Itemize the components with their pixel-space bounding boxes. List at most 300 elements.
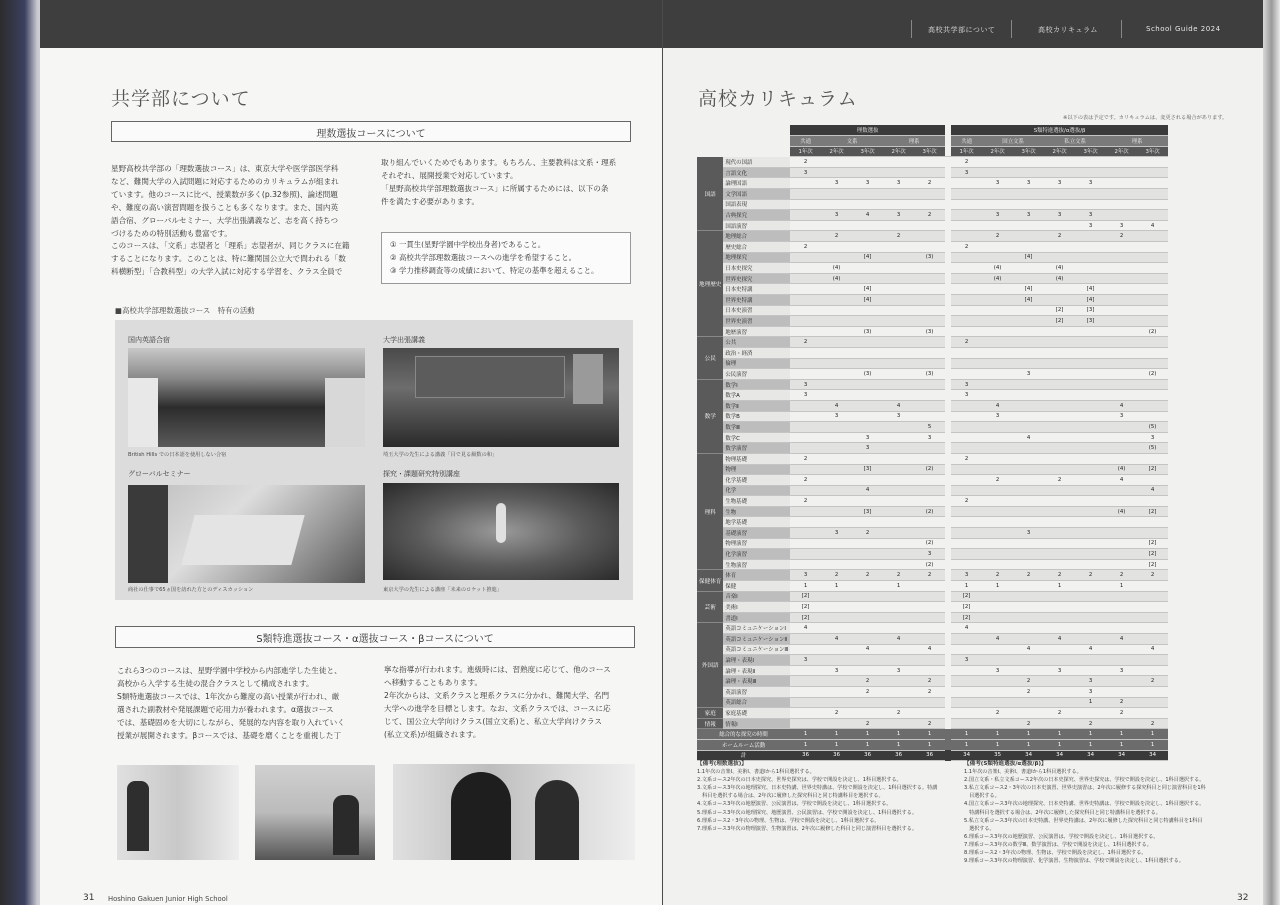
credit-cell: [3] <box>1075 305 1106 316</box>
credit-cell <box>883 295 914 306</box>
credit-cell <box>821 316 852 327</box>
subject-group: 公民 <box>697 337 723 379</box>
credit-cell <box>951 210 982 221</box>
credit-cell <box>852 655 883 666</box>
credit-cell <box>1106 718 1137 729</box>
credit-cell: 1 <box>1044 729 1075 740</box>
course-text-col1 <box>117 665 372 742</box>
curriculum-row <box>697 189 1168 200</box>
credit-cell: 1 <box>951 729 982 740</box>
subject-name: 数学A <box>723 390 790 401</box>
credit-cell <box>790 220 821 231</box>
credit-cell <box>1137 665 1168 676</box>
credit-cell <box>1137 157 1168 168</box>
credit-cell <box>790 347 821 358</box>
credit-cell: 1 <box>982 739 1013 750</box>
remark-line: 4.文系コース3年次の地歴演習、公民演習は、学校で開設を決定し、1科目選択する。 <box>697 801 892 808</box>
credit-cell <box>883 273 914 284</box>
credit-cell <box>821 379 852 390</box>
credit-cell <box>1106 602 1137 613</box>
credit-cell <box>914 475 945 486</box>
credit-cell <box>951 708 982 719</box>
credit-cell <box>1075 337 1106 348</box>
credit-cell <box>821 549 852 560</box>
credit-cell: 3 <box>1106 665 1137 676</box>
credit-cell <box>883 252 914 263</box>
credit-cell <box>852 496 883 507</box>
credit-cell <box>951 400 982 411</box>
credit-cell <box>1075 242 1106 253</box>
year-header: 3年次 <box>1075 146 1106 157</box>
credit-cell: 3 <box>951 167 982 178</box>
subject-name: 英語コミュニケーションⅡ <box>723 634 790 645</box>
credit-cell <box>852 602 883 613</box>
credit-cell <box>790 644 821 655</box>
credit-cell: (3) <box>914 252 945 263</box>
credit-cell: [2] <box>1044 305 1075 316</box>
credit-cell <box>1106 686 1137 697</box>
curriculum-row <box>697 517 1168 528</box>
text-line: など、難関大学の入試問題に対応するためのカリキュラムが組まれ <box>111 176 339 186</box>
curriculum-row <box>697 453 1168 464</box>
credit-cell <box>982 347 1013 358</box>
credit-cell <box>852 581 883 592</box>
text-line: S類特進選抜コースでは、1年次から難度の高い授業が行われ、厳 <box>117 691 340 701</box>
credit-cell <box>1013 411 1044 422</box>
credit-cell: [2] <box>951 591 982 602</box>
credit-cell <box>1106 210 1137 221</box>
credit-cell <box>1075 422 1106 433</box>
credit-cell <box>1075 496 1106 507</box>
photo-classroom-2 <box>255 765 375 860</box>
credit-cell <box>790 464 821 475</box>
curriculum-row <box>697 199 1168 210</box>
credit-cell: 2 <box>951 337 982 348</box>
credit-cell <box>951 273 982 284</box>
credit-cell <box>1044 443 1075 454</box>
credit-cell <box>821 538 852 549</box>
credit-cell: 2 <box>1137 676 1168 687</box>
credit-cell <box>852 305 883 316</box>
credit-cell <box>790 178 821 189</box>
credit-cell <box>1137 379 1168 390</box>
curriculum-row <box>697 485 1168 496</box>
credit-cell <box>951 528 982 539</box>
credit-cell <box>821 559 852 570</box>
credit-cell <box>1075 634 1106 645</box>
credit-cell <box>1075 517 1106 528</box>
credit-cell <box>1044 411 1075 422</box>
credit-cell <box>852 623 883 634</box>
credit-cell: 3 <box>914 432 945 443</box>
credit-cell <box>982 453 1013 464</box>
credit-cell: [2] <box>1137 549 1168 560</box>
credit-cell: [4] <box>852 295 883 306</box>
credit-cell: [3] <box>852 464 883 475</box>
curriculum-row <box>697 390 1168 401</box>
credit-cell <box>1044 676 1075 687</box>
credit-cell <box>914 263 945 274</box>
credit-cell <box>914 612 945 623</box>
year-header: 3年次 <box>1137 146 1168 157</box>
credit-cell <box>1106 612 1137 623</box>
credit-cell <box>982 422 1013 433</box>
group-a-bunkei: 文系 <box>821 136 883 147</box>
credit-cell: 34 <box>1106 750 1137 761</box>
credit-cell <box>883 379 914 390</box>
credit-cell: 3 <box>790 390 821 401</box>
curriculum-row <box>697 570 1168 581</box>
credit-cell: 4 <box>852 485 883 496</box>
page-number-right: 32 <box>1237 893 1249 903</box>
subject-group: 国語 <box>697 157 723 231</box>
credit-cell <box>1106 623 1137 634</box>
credit-cell <box>883 475 914 486</box>
subject-name: 生物 <box>723 506 790 517</box>
credit-cell <box>1075 263 1106 274</box>
subject-name: 物理基礎 <box>723 453 790 464</box>
credit-cell <box>914 453 945 464</box>
credit-cell <box>790 263 821 274</box>
credit-cell <box>821 432 852 443</box>
credit-cell <box>1075 358 1106 369</box>
credit-cell <box>982 167 1013 178</box>
credit-cell <box>1044 157 1075 168</box>
credit-cell <box>951 538 982 549</box>
subject-name: 文学国語 <box>723 189 790 200</box>
credit-cell <box>1137 337 1168 348</box>
credit-cell <box>951 697 982 708</box>
credit-cell <box>1137 634 1168 645</box>
curriculum-row <box>697 347 1168 358</box>
credit-cell <box>883 337 914 348</box>
credit-cell <box>1137 655 1168 666</box>
credit-cell <box>883 686 914 697</box>
text-line: づけるための特別活動も豊富です。 <box>111 228 232 238</box>
text-line: へ移動することもあります。 <box>384 677 483 687</box>
credit-cell: 1 <box>1137 739 1168 750</box>
credit-cell <box>1075 559 1106 570</box>
credit-cell <box>951 305 982 316</box>
credit-cell <box>790 665 821 676</box>
credit-cell <box>1044 697 1075 708</box>
row-label: 計 <box>697 750 790 761</box>
credit-cell <box>790 411 821 422</box>
credit-cell <box>883 697 914 708</box>
credit-cell: 2 <box>951 242 982 253</box>
credit-cell: 2 <box>1044 708 1075 719</box>
caption-research: 東京大学の先生による講座「未来のロケット推進」 <box>383 587 503 593</box>
credit-cell <box>1106 676 1137 687</box>
credit-cell <box>790 284 821 295</box>
curriculum-row <box>697 305 1168 316</box>
credit-cell: 3 <box>951 379 982 390</box>
credit-cell <box>1044 549 1075 560</box>
subject-name: 物理演習 <box>723 538 790 549</box>
photo-title-global-seminar: グローバルセミナー <box>128 470 191 478</box>
credit-cell <box>883 676 914 687</box>
credit-cell <box>1075 199 1106 210</box>
credit-cell: 3 <box>883 411 914 422</box>
subject-name: 日本史探究 <box>723 263 790 274</box>
credit-cell <box>982 379 1013 390</box>
credit-cell: 3 <box>1137 432 1168 443</box>
credit-cell <box>1044 485 1075 496</box>
credit-cell <box>790 697 821 708</box>
credit-cell: 1 <box>1106 739 1137 750</box>
credit-cell <box>951 326 982 337</box>
credit-cell: 3 <box>1013 210 1044 221</box>
credit-cell: 2 <box>914 178 945 189</box>
text-line: 語合宿、グローバルセミナー、大学出張講義など、志を高く持ちつ <box>111 215 339 225</box>
credit-cell <box>852 220 883 231</box>
credit-cell <box>883 347 914 358</box>
credit-cell <box>1137 475 1168 486</box>
credit-cell <box>1013 422 1044 433</box>
credit-cell <box>1044 591 1075 602</box>
text-line: 2年次からは、文系クラスと理系クラスに分かれ、難関大学、名門 <box>384 690 610 700</box>
credit-cell: 1 <box>951 739 982 750</box>
credit-cell <box>1137 242 1168 253</box>
curriculum-row <box>697 686 1168 697</box>
year-header: 2年次 <box>821 146 852 157</box>
credit-cell <box>1044 422 1075 433</box>
remarks-title: 【備考(理数選抜)】 <box>697 761 747 767</box>
credit-cell: 2 <box>821 708 852 719</box>
curriculum-row <box>697 432 1168 443</box>
group-a-common: 共通 <box>790 136 821 147</box>
credit-cell: 1 <box>821 739 852 750</box>
credit-cell <box>982 686 1013 697</box>
subject-name: 世界史特講 <box>723 295 790 306</box>
credit-cell <box>982 496 1013 507</box>
group-a-rikei: 理系 <box>883 136 945 147</box>
subject-name: 数学C <box>723 432 790 443</box>
credit-cell <box>914 517 945 528</box>
subject-name: 生物演習 <box>723 559 790 570</box>
credit-cell <box>951 432 982 443</box>
text-line: 科横断型」「合教科型」の大学入試に対応する学習を、クラス全員で <box>111 267 343 277</box>
credit-cell <box>821 337 852 348</box>
remarks-riSu <box>697 760 962 833</box>
credit-cell <box>914 390 945 401</box>
credit-cell <box>914 189 945 200</box>
subject-group: 外国語 <box>697 623 723 708</box>
curriculum-note: ※以下の表は予定です。カリキュラムは、変更される場合があります。 <box>1063 115 1228 121</box>
credit-cell <box>982 528 1013 539</box>
credit-cell <box>1075 379 1106 390</box>
credit-cell <box>1013 623 1044 634</box>
credit-cell <box>1075 390 1106 401</box>
credit-cell <box>1044 496 1075 507</box>
credit-cell: 34 <box>1137 750 1168 761</box>
remark-line: 7.理系コース3年次の数学Ⅲ、数学演習は、学校で開設を決定し、1科目選択する。 <box>964 841 1152 848</box>
credit-cell <box>821 676 852 687</box>
credit-cell <box>1044 369 1075 380</box>
credit-cell <box>982 369 1013 380</box>
subject-name: 論理国語 <box>723 178 790 189</box>
credit-cell: 3 <box>1075 676 1106 687</box>
remark-line: 5.理系コース3年次の地理探究、地歴演習、公民演習は、学校で開設を決定し、1科目選択する。 <box>697 809 917 816</box>
credit-cell <box>1013 390 1044 401</box>
credit-cell: 1 <box>883 581 914 592</box>
credit-cell <box>1075 326 1106 337</box>
credit-cell: 1 <box>790 739 821 750</box>
credit-cell: (5) <box>1137 422 1168 433</box>
credit-cell <box>852 697 883 708</box>
credit-cell <box>1137 284 1168 295</box>
credit-cell: 4 <box>1106 400 1137 411</box>
curriculum-row <box>697 400 1168 411</box>
credit-cell: (4) <box>821 263 852 274</box>
credit-cell: [2] <box>951 602 982 613</box>
credit-cell <box>790 517 821 528</box>
year-header: 2年次 <box>883 146 914 157</box>
credit-cell <box>1013 612 1044 623</box>
credit-cell <box>1013 167 1044 178</box>
right-page-edge <box>1263 0 1280 905</box>
photo-university-lecture <box>383 348 619 447</box>
credit-cell <box>790 443 821 454</box>
credit-cell: [4] <box>1013 284 1044 295</box>
photo-english-camp <box>128 348 365 447</box>
credit-cell <box>852 708 883 719</box>
credit-cell <box>1106 485 1137 496</box>
curriculum-row <box>697 252 1168 263</box>
credit-cell <box>1013 199 1044 210</box>
credit-cell <box>1106 655 1137 666</box>
credit-cell <box>1044 644 1075 655</box>
credit-cell <box>1106 273 1137 284</box>
credit-cell: 1 <box>1075 739 1106 750</box>
credit-cell <box>1075 157 1106 168</box>
credit-cell <box>914 358 945 369</box>
credit-cell: 3 <box>852 178 883 189</box>
credit-cell <box>1044 284 1075 295</box>
credit-cell <box>821 252 852 263</box>
remark-line: 1.1年次の音楽Ⅰ、美術Ⅰ、書道Ⅰから1科目選択する。 <box>964 769 1082 776</box>
credit-cell: 34 <box>951 750 982 761</box>
credit-cell <box>821 242 852 253</box>
credit-cell <box>1137 602 1168 613</box>
credit-cell <box>852 347 883 358</box>
credit-cell <box>951 506 982 517</box>
credit-cell <box>1106 379 1137 390</box>
credit-cell <box>951 358 982 369</box>
credit-cell <box>1044 189 1075 200</box>
credit-cell <box>1013 634 1044 645</box>
year-header: 3年次 <box>852 146 883 157</box>
credit-cell: 2 <box>951 453 982 464</box>
credit-cell <box>914 305 945 316</box>
credit-cell <box>883 559 914 570</box>
credit-cell <box>982 284 1013 295</box>
text-line: 星野高校共学部の「理数選抜コース」は、東京大学や医学部医学科 <box>111 164 339 173</box>
credit-cell: [4] <box>1013 295 1044 306</box>
credit-cell: [3] <box>1075 316 1106 327</box>
credit-cell <box>1137 612 1168 623</box>
curriculum-row <box>697 443 1168 454</box>
credit-cell: 2 <box>883 231 914 242</box>
credit-cell <box>1075 231 1106 242</box>
subject-name: 保健 <box>723 581 790 592</box>
credit-cell: (4) <box>1044 273 1075 284</box>
group-b-common: 共通 <box>951 136 982 147</box>
curriculum-row <box>697 634 1168 645</box>
row-label: ホームルーム活動 <box>697 739 790 750</box>
credit-cell <box>1075 623 1106 634</box>
credit-cell: (3) <box>914 326 945 337</box>
curriculum-row <box>697 411 1168 422</box>
credit-cell <box>982 676 1013 687</box>
credit-cell <box>1075 549 1106 560</box>
credit-cell <box>982 358 1013 369</box>
credit-cell <box>1013 708 1044 719</box>
credit-cell <box>883 369 914 380</box>
credit-cell <box>790 432 821 443</box>
credit-cell <box>883 453 914 464</box>
credit-cell <box>1044 295 1075 306</box>
credit-cell: 3 <box>821 665 852 676</box>
credit-cell <box>1013 602 1044 613</box>
subject-name: 日本史特講 <box>723 284 790 295</box>
credit-cell <box>821 167 852 178</box>
credit-cell <box>1137 295 1168 306</box>
credit-cell <box>914 220 945 231</box>
remark-line: 6.理系コース2・3年次の物理、生物は、学校で開設を決定し、1科目選択する。 <box>697 817 880 824</box>
credit-cell: (4) <box>982 263 1013 274</box>
subject-name: 世界史演習 <box>723 316 790 327</box>
credit-cell <box>852 390 883 401</box>
credit-cell <box>1106 199 1137 210</box>
text-line: ています。他のコースに比べ、授業数が多く(p.32参照)、論述問題 <box>111 189 338 199</box>
credit-cell: 2 <box>852 686 883 697</box>
credit-cell <box>1106 316 1137 327</box>
curriculum-row <box>697 273 1168 284</box>
credit-cell <box>1106 422 1137 433</box>
credit-cell: 3 <box>790 655 821 666</box>
credit-cell <box>914 400 945 411</box>
credit-cell <box>982 559 1013 570</box>
caption-global-seminar: 商社の仕事で65ヵ国を訪れた方とのディスカッション <box>128 587 254 593</box>
credit-cell <box>951 665 982 676</box>
curriculum-row <box>697 295 1168 306</box>
credit-cell <box>951 559 982 570</box>
credit-cell <box>1044 242 1075 253</box>
credit-cell <box>951 464 982 475</box>
credit-cell <box>982 591 1013 602</box>
credit-cell <box>1137 528 1168 539</box>
credit-cell: 1 <box>1075 729 1106 740</box>
credit-cell: 1 <box>821 581 852 592</box>
credit-cell <box>1044 390 1075 401</box>
right-header-bar <box>663 0 1263 48</box>
credit-cell <box>790 210 821 221</box>
subject-name: 政治・経済 <box>723 347 790 358</box>
credit-cell <box>1137 305 1168 316</box>
course-text-col2 <box>384 664 639 741</box>
curriculum-row <box>697 676 1168 687</box>
curriculum-row <box>697 326 1168 337</box>
credit-cell: 3 <box>1044 210 1075 221</box>
remark-line: 選択する。 <box>964 825 995 832</box>
curriculum-row <box>697 528 1168 539</box>
credit-cell <box>1013 453 1044 464</box>
credit-cell: 4 <box>1013 644 1044 655</box>
credit-cell <box>1013 475 1044 486</box>
header-s-class: S類特進選抜/α選抜/β <box>951 125 1168 136</box>
credit-cell <box>1137 358 1168 369</box>
